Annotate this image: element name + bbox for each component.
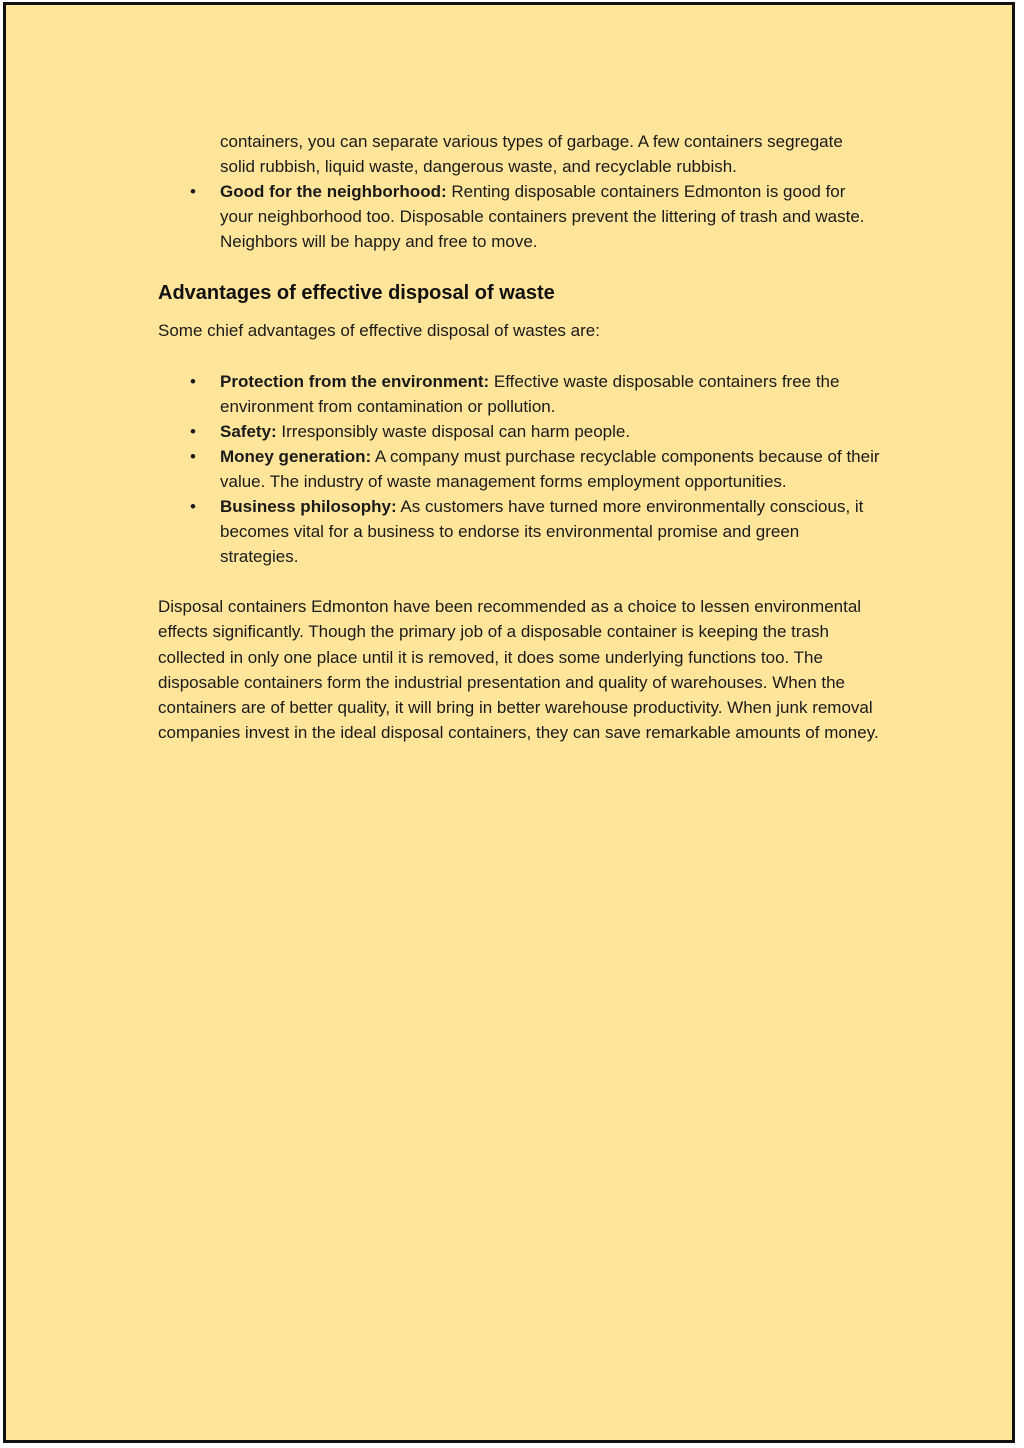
list-item-term: Protection from the environment: [220,371,490,391]
list-item-term: Safety: [220,421,277,441]
list-item [158,419,880,444]
bullet-icon: • [190,371,196,391]
list-item-term: Business philosophy: [220,497,397,517]
benefits-list-continued [158,179,880,254]
bullet-icon: • [190,421,196,441]
bullet-icon: • [190,497,196,517]
continued-paragraph: containers, you can separate various types of garbage. A few containers segregate solid rubbish, liquid waste, dangerous waste, and recyclable rubbish. [220,132,843,177]
list-item-text: Renting disposable containers Edmonton is good for your neighborhood too. Disposable containers prevent the littering of trash and waste. Neighbors will be happy and free to move. [220,182,865,252]
list-item-text: As customers have turned more environmentally conscious, it becomes vital for a business to endorse its environmental promise and green strategies. [220,497,864,567]
list-item-term: Money generation: [220,446,372,466]
list-item [158,369,880,419]
document-page [3,2,1015,1443]
list-item-term: Good for the neighborhood: [220,182,447,202]
list-item [158,444,880,494]
list-item-text: Effective waste disposable containers free the environment from contamination or pollution. [220,371,840,416]
section-heading: Advantages of effective disposal of waste [158,282,555,305]
list-item [158,494,880,569]
section-intro: Some chief advantages of effective disposal of wastes are: [158,321,600,341]
list-item-text: Irresponsibly waste disposal can harm people. [276,421,631,441]
closing-paragraph: Disposal containers Edmonton have been recommended as a choice to lessen environmental effects significantly. Though the primary job of a disposable container is keeping the trash collected in only one place until it is removed, it does some underlying functions too. The disposable containers form the industrial presentation and quality of warehouses. When the containers are of better quality, it will bring in better warehouse productivity. When junk removal companies invest in the ideal disposal containers, they can save remarkable amounts of money. [158,597,879,742]
advantages-list [158,369,880,570]
bullet-icon: • [190,446,196,466]
list-item [158,179,880,254]
list-item-text: A company must purchase recyclable components because of their value. The industry of waste management forms employment opportunities. [220,446,880,491]
page-content [158,129,880,745]
bullet-icon: • [190,182,196,202]
